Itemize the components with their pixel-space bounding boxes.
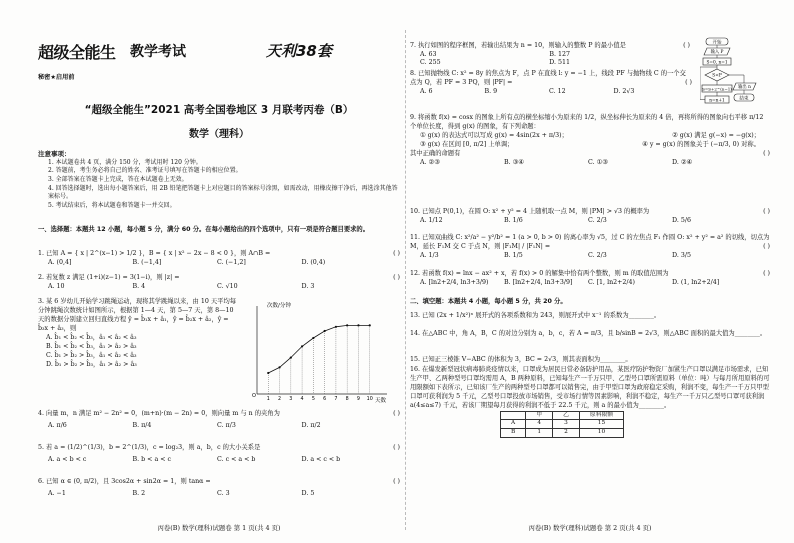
table-cell: 10 [579, 428, 623, 437]
option: B. b < a < c [132, 455, 172, 463]
question-stem: 1. 已知 A = { x | 2^(x−1) > 1/2 }，B = { x | x² − 2x − 8 < 0 }，则 A∩B = [38, 250, 271, 257]
page-footer: 丙卷(B) 数学(理科)试题卷 第 2 页(共 4 页) [528, 524, 652, 532]
notice-item: 4. 回答选择题时，选出每小题答案后，用 2B 铅笔把答题卡上对应题目的答案标号涂黑，如需改动，用橡皮擦干净后，再选涂其他答案标号。 [48, 184, 398, 201]
question-11 [410, 234, 770, 260]
table-header-row [501, 411, 624, 420]
option: B. b̂₁ < b̂₂ < b̂₃，â₁ > â₂ > â₃ [46, 342, 137, 350]
question-16 [410, 366, 770, 438]
question-5 [38, 444, 400, 464]
question-stem: 14. 在△ABC 中，角 A，B，C 的对边分别为 a，b，c，若 A = π/3，且 b/sinB = 2√3，则△ABC 面积的最大值为________。 [410, 330, 767, 337]
option: A. ②③ [420, 158, 440, 166]
option: C. c < a < b [217, 455, 256, 463]
option: D. 5/6 [672, 216, 691, 224]
chart-tick-label: 5 [311, 397, 315, 402]
option: A. [ln2+2/4, ln3+3/9) [420, 278, 489, 286]
left-column [38, 0, 400, 543]
answer-blank: ( ) [393, 410, 400, 417]
q3-chart [243, 298, 398, 406]
question-stem: 6. 已知 α ∈ (0, π/2)，且 3cos2α + sin2α = 1，则 tanα = [38, 478, 211, 485]
option: D. a < c < b [301, 455, 341, 463]
question-tail: 其中正确的命题有 [410, 149, 461, 157]
column-divider [405, 30, 406, 530]
table-cell: A [501, 420, 526, 429]
table-row [501, 420, 624, 429]
question-10 [410, 208, 770, 225]
option: B. 4 [132, 282, 146, 290]
proposition: ② g(x) 满足 g(−x) = −g(x)； [672, 131, 760, 139]
table-cell: 1 [526, 428, 553, 437]
chart-tick-label: 1 [266, 397, 270, 402]
flow-node: 结束 [739, 96, 749, 102]
question-14 [410, 330, 770, 339]
question-stem: 10. 已知点 P(0,1)，在圆 O: x² + y² = 4 上随机取一点 M，则 |PM| > √3 的概率为 [410, 208, 650, 215]
proposition: ④ y = g(x) 的图象关于 (−π/3, 0) 对称。 [642, 140, 760, 148]
brand-exam: 教学考试 [130, 44, 186, 60]
chart-point [335, 326, 337, 328]
answer-blank: ( ) [683, 42, 690, 49]
flow-node: 输出 n [738, 85, 751, 91]
option: D. ②④ [672, 158, 693, 166]
question-6 [38, 478, 400, 498]
option: C. ①③ [588, 158, 608, 166]
chart-tick-label: 6 [323, 397, 327, 402]
option: A. b̂₁ < b̂₂ < b̂₃，â₁ < â₂ < â₃ [46, 333, 137, 341]
line-chart [243, 298, 398, 406]
question-15 [410, 356, 770, 365]
chart-tick-label: 2 [278, 397, 282, 402]
option: D. 3/5 [672, 251, 691, 259]
chart-ylabel: 次数/分钟 [267, 303, 291, 309]
table-header: 原料限额 [579, 411, 623, 420]
option: A. 6 [420, 87, 433, 95]
chart-point [278, 366, 280, 368]
question-stem: 9. 将函数 f(x) = cosx 的图象上所有点的横坐标缩小为原来的 1/2，纵坐标伸长为原来的 4 倍，再将所得的图象向右平移 π/12 个单位长度，得到 g(x) 的图象，有下列命题： [410, 114, 764, 130]
chart-point [346, 324, 348, 326]
question-12 [410, 270, 770, 287]
flow-node: n=n+1 [709, 98, 725, 104]
option: B. π/4 [132, 421, 152, 429]
option: C. 12 [549, 87, 566, 95]
chart-tick-label: 8 [345, 397, 349, 402]
option: B. [ln2+2/4, ln3+3/9] [504, 278, 573, 286]
chart-series-line [268, 325, 369, 373]
question-stem: 8. 已知抛物线 C: x² = 8y 的焦点为 F，点 P 在直线 l: y = −1 上，线段 PF 与抛物线 C 的一个交点为 Q，若 PF = 3 PQ，则 |PF| = [410, 70, 686, 86]
material-table [500, 411, 624, 438]
page-footer: 丙卷(B) 数学(理科)试题卷 第 1 页(共 4 页) [157, 524, 281, 532]
answer-blank: ( ) [763, 149, 770, 157]
option: A. 1/3 [420, 251, 439, 259]
option: A. a < b < c [48, 455, 87, 463]
option: D. b̂₁ > b̂₂ > b̂₃，â₁ > â₂ > â₃ [46, 360, 137, 368]
flow-node: 输入 P [710, 50, 724, 56]
table-cell: 4 [526, 420, 553, 429]
option: B. 1/5 [504, 251, 523, 259]
question-2 [38, 274, 400, 291]
section-1-heading-block [38, 226, 400, 234]
answer-blank: ( ) [393, 478, 400, 485]
answer-blank: ( ) [393, 274, 400, 281]
question-7 [410, 42, 690, 68]
chart-origin-label: O [252, 393, 256, 399]
option: C. (−1,2] [217, 258, 246, 266]
table-cell: B [501, 428, 526, 437]
chart-point [369, 324, 371, 326]
question-stem: 4. 向量 m，n 满足 m² − 2n² = 0，(m+n)·(m − 2n) = 0，则向量 m 与 n 的夹角为 [38, 410, 280, 417]
chart-point [301, 345, 303, 347]
chart-tick-label: 9 [356, 397, 360, 402]
question-stem: 5. 若 a = (1/2)^(1/3)，b = 2^(1/3)，c = log₂3，则 a，b，c 的大小关系是 [38, 444, 261, 451]
chart-point [357, 324, 359, 326]
option: D. (1, ln2+2/4] [672, 278, 720, 286]
answer-blank: ( ) [763, 270, 770, 277]
section-2-heading-block [410, 298, 770, 306]
option: B. (−1,4] [132, 258, 162, 266]
proposition: ① g(x) 的表达式可以写成 g(x) = 4sin(2x + π/3)； [420, 131, 568, 139]
brand-logo: 天利38套 [266, 42, 332, 60]
option: A. −1 [48, 489, 66, 497]
option: D. π/2 [301, 421, 321, 429]
table-cell: 15 [579, 420, 623, 429]
question-stem: 13. 已知 (2x + 1/x²)ⁿ 展开式的各项系数和为 243，则展开式中 x⁻¹ 的系数为________。 [410, 312, 661, 319]
proposition: ③ g(x) 在区间 [0, π/2] 上单调； [420, 140, 514, 148]
option: C. 255 [420, 59, 441, 67]
question-stem: 7. 执行如图的程序框图，若输出结果为 n = 10，则输入的整数 P 的最小值是 [410, 42, 626, 49]
question-stem: 15. 已知正三棱锥 V−ABC 的体积为 3，BC = 2√3，则其表面积为________。 [410, 356, 632, 363]
chart-point [312, 337, 314, 339]
secret-mark: 秘密★启用前 [38, 74, 75, 81]
option: D. 511 [549, 59, 570, 67]
chart-tick-label: 10 [366, 397, 373, 402]
notice-item: 3. 全部答案在答题卡上完成，答在本试题卷上无效。 [48, 175, 188, 183]
option: D. 5 [301, 489, 315, 497]
option: C. π/3 [217, 421, 236, 429]
table-header: 乙 [553, 411, 580, 420]
flow-node: S=0, n=1 [706, 60, 728, 66]
notice-item: 1. 本试题卷共 4 页，满分 150 分，考试用时 120 分钟。 [48, 158, 202, 166]
question-stem: 11. 已知双曲线 C: x²/a² − y²/b² = 1 (a > 0, b > 0) 的离心率为 √5，过 C 的左焦点 F₁ 作圆 O: x² + y² = a² 的切线，切点为 M，延长 F₁M 交 C 于点 N，则 |F₁M| / |F₁N| = [410, 234, 770, 250]
answer-blank: ( ) [393, 250, 400, 257]
chart-point [324, 330, 326, 332]
option: B. 2 [132, 489, 146, 497]
option: C. [1, ln2+2/4) [588, 278, 636, 286]
chart-tick-label: 7 [334, 397, 338, 402]
table-cell: 2 [553, 428, 580, 437]
notice-item: 2. 答题前，考生务必将自己的姓名、准考证号填写在答题卡的相应位置。 [48, 167, 242, 175]
question-8 [410, 70, 692, 96]
section-heading: 二、填空题：本题共 4 小题，每小题 5 分，共 20 分。 [410, 298, 567, 305]
notice-block [38, 150, 400, 211]
brand-header [38, 42, 400, 66]
question-1 [38, 250, 400, 267]
question-3 [38, 298, 238, 370]
chart-point [290, 357, 292, 359]
exam-subject: 数学（理科） [189, 129, 249, 140]
brand-name: 超级全能生 [38, 43, 116, 62]
option: B. 1/6 [504, 216, 523, 224]
chart-tick-label: 3 [289, 397, 293, 402]
answer-blank: ( ) [393, 444, 400, 451]
option: A. (0,4] [48, 258, 72, 266]
answer-blank: ( ) [685, 78, 692, 86]
table-row [501, 428, 624, 437]
option: C. √10 [217, 282, 238, 290]
question-stem: 2. 若复数 z 满足 (1+i)(z−1) = 3(1−i)，则 |z| = [38, 274, 180, 281]
flowchart [700, 36, 768, 126]
question-13 [410, 312, 770, 321]
option: A. 1/12 [420, 216, 443, 224]
option: D. (0,4) [301, 258, 326, 266]
notice-heading: 注意事项： [38, 150, 71, 158]
option: D. 3 [301, 282, 315, 290]
option: D. 2√3 [613, 87, 635, 95]
option: C. 2/3 [588, 251, 607, 259]
table-header [501, 411, 526, 420]
option: A. 10 [48, 282, 65, 290]
question-9 [410, 114, 770, 167]
option: B. 9 [484, 87, 498, 95]
chart-point [267, 372, 269, 374]
table-header: 甲 [526, 411, 553, 420]
flow-node: 开始 [712, 40, 722, 46]
option: C. 3 [217, 489, 230, 497]
option: C. 2/3 [588, 216, 607, 224]
question-stem: 12. 若函数 f(x) = lnx − ax² + x，若 f(x) > 0 的解集中恰有两个整数，则 m 的取值范围为 [410, 270, 669, 277]
option: B. ③④ [504, 158, 524, 166]
right-column [410, 0, 770, 543]
question-stem: 3. 某 6 岁幼儿开始学习跳绳运动，现将其学跳绳以来，由 10 天平均每分钟跳绳次数统计如图所示，根据第 1—4 天，第 5—7 天，第 8—10 天的数据分别建立回归直线方程 ŷ = b̂₁x + â₁，ŷ = b̂₂x + â₂，ŷ = b̂₃x + â₃，则 [38, 298, 237, 332]
answer-blank: ( ) [763, 242, 770, 250]
option: C. b̂₁ > b̂₂ > b̂₃，â₁ < â₂ < â₃ [46, 351, 137, 359]
table-cell: 3 [553, 420, 580, 429]
option: B. 127 [549, 50, 570, 58]
chart-xlabel: 天数 [375, 398, 387, 404]
notice-item: 5. 考试结束后，将本试题卷和答题卡一并交回。 [48, 202, 176, 210]
question-stem: 16. 在爆发新型冠状病毒肺炎疫情以来，口罩成为居民日常必备防护用品，某医疗防护物资厂加紧生产口罩以满足市场需求，已知生产甲、乙两种型号口罩均需用 A，B 两种原料，已知每生产一千万只甲、乙型号口罩所需原料（单位：吨）与每月所用原料的可用限额如下表所示，已知该厂生产的两种型号口罩都可以销售完，由于甲型口罩为政府稳定采购，利润不变，每生产一千万只甲型口罩可获利润为 5 千元，乙型号口罩投放市场销售，受市场行情等因素影响，利润不稳定，每生产一千万只乙型号口罩可获利润 a(4≤a≤7) 千元，若该厂期望每月获得的利润不低于 22.5 千元，则 a 的最小值为________。 [410, 366, 770, 409]
option: A. π/6 [48, 421, 67, 429]
flow-node: S<P [712, 73, 722, 79]
option: A. 63 [420, 50, 437, 58]
question-4 [38, 410, 400, 430]
answer-blank: ( ) [763, 208, 770, 215]
chart-tick-label: 4 [300, 397, 304, 402]
flow-node: S=S+2^(n−1) [702, 86, 732, 92]
exam-title: “超级全能生”2021 高考全国卷地区 3 月联考丙卷（B） [84, 104, 354, 116]
section-heading: 一、选择题：本题共 12 小题，每小题 5 分，满分 60 分。在每小题给出的四个选项中，只有一项是符合题目要求的。 [38, 226, 370, 233]
